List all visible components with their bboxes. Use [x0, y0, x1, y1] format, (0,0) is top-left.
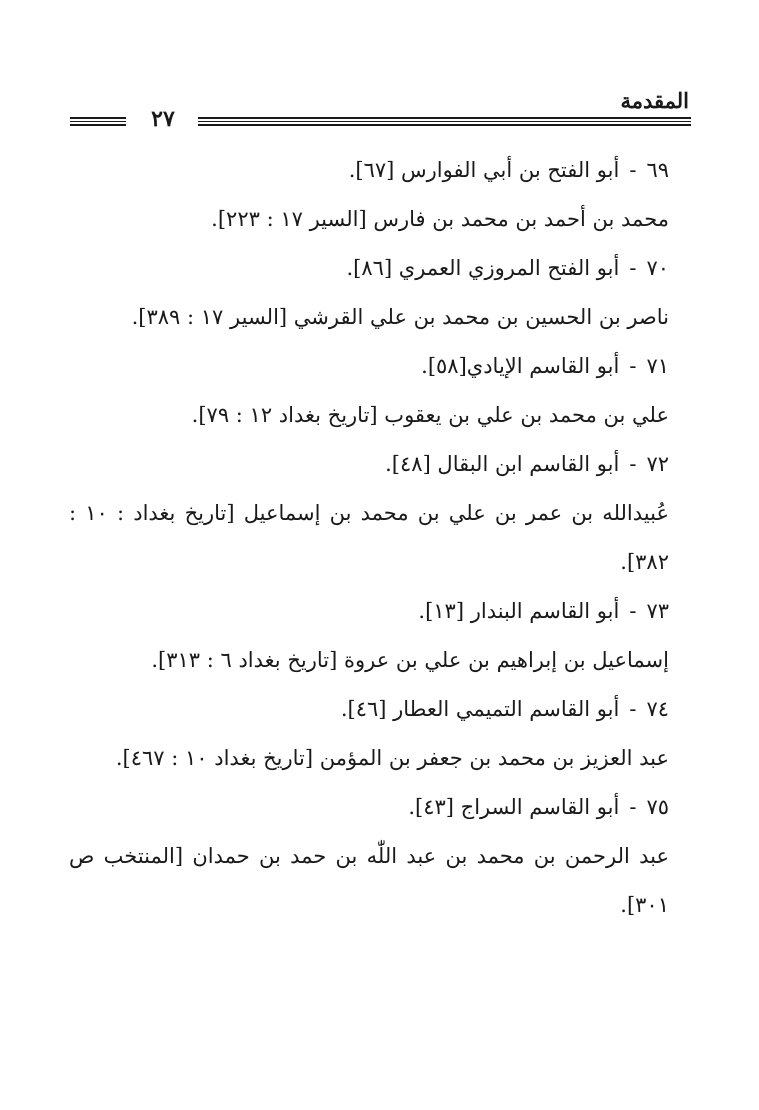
entry-heading-text: أبو القاسم التميمي العطار [٤٦]. [340, 697, 620, 721]
entry-number: ٧٢ [646, 452, 669, 476]
entry-heading [69, 587, 669, 636]
entry-dash: - [629, 697, 637, 721]
entry-body: ناصر بن الحسين بن محمد بن علي القرشي [السير ١٧ : ٣٨٩]. [131, 305, 669, 329]
entry-number: ٧٣ [646, 599, 669, 623]
entry-heading-text: أبو الفتح المروزي العمري [٨٦]. [346, 256, 620, 280]
entry-body: علي بن محمد بن علي بن يعقوب [تاريخ بغداد ١٢ : ٧٩]. [191, 403, 669, 427]
entry-heading-text: أبو القاسم ابن البقال [٤٨]. [385, 452, 620, 476]
entry-dash: - [629, 795, 637, 819]
entry-70 [69, 244, 669, 342]
entry-body: محمد بن أحمد بن محمد بن فارس [السير ١٧ : ٢٢٣]. [211, 207, 669, 231]
entry-dash: - [629, 256, 637, 280]
entry-heading-text: أبو القاسم البندار [١٣]. [418, 599, 620, 623]
entry-list [69, 146, 669, 930]
entry-heading [69, 440, 669, 489]
entry-heading-text: أبو القاسم الإيادي[٥٨]. [421, 354, 620, 378]
entry-69 [69, 146, 669, 244]
entry-number: ٧٠ [646, 256, 669, 280]
entry-body: عبد العزيز بن محمد بن جعفر بن المؤمن [تاريخ بغداد ١٠ : ٤٦٧]. [115, 746, 669, 770]
entry-71 [69, 342, 669, 440]
entry-body: إسماعيل بن إبراهيم بن علي بن عروة [تاريخ بغداد ٦ : ٣١٣]. [151, 648, 669, 672]
entry-heading-text: أبو القاسم السراج [٤٣]. [408, 795, 620, 819]
entry-number: ٦٩ [646, 158, 669, 182]
header-rule-left [70, 117, 126, 126]
entry-heading [69, 146, 669, 195]
entry-dash: - [629, 158, 637, 182]
entry-72 [69, 440, 669, 587]
entry-number: ٧١ [646, 354, 669, 378]
entry-75 [69, 783, 669, 930]
entry-heading [69, 783, 669, 832]
entry-heading-text: أبو الفتح بن أبي الفوارس [٦٧]. [348, 158, 620, 182]
running-title: المقدمة [620, 88, 689, 113]
entry-74 [69, 685, 669, 783]
entry-number: ٧٥ [646, 795, 669, 819]
page-number: ٢٧ [151, 106, 175, 132]
entry-dash: - [629, 599, 637, 623]
entry-73 [69, 587, 669, 685]
entry-dash: - [629, 452, 637, 476]
entry-body: عبد الرحمن بن محمد بن عبد اللّٰه بن حمد بن حمدان [المنتخب ص ٣٠١]. [69, 844, 669, 917]
entry-heading [69, 685, 669, 734]
header-rule-right [198, 117, 691, 126]
entry-heading [69, 342, 669, 391]
entry-number: ٧٤ [646, 697, 669, 721]
entry-body: عُبيدالله بن عمر بن علي بن محمد بن إسماعيل [تاريخ بغداد : ١٠ : ٣٨٢]. [69, 501, 669, 574]
entry-dash: - [629, 354, 637, 378]
entry-heading [69, 244, 669, 293]
